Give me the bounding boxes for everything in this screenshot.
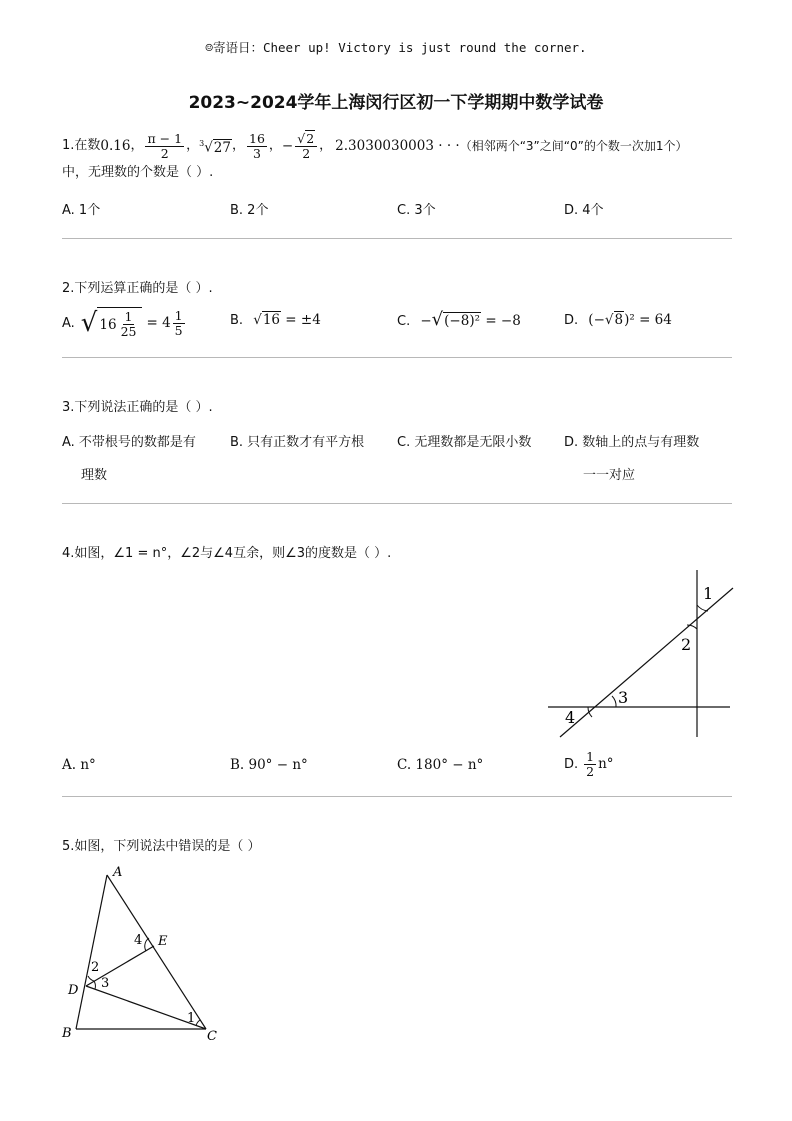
question-4-stem: 4.如图，∠1 = n°，∠2与∠4互余，则∠3的度数是（ ）. — [62, 546, 392, 561]
divider — [62, 503, 732, 504]
q1-fraction-1: $\frac{\pi - 1}{2}$ — [147, 130, 183, 161]
angle-2-label: 2 — [681, 635, 692, 654]
question-2-stem: 2.下列运算正确的是（ ）. — [62, 281, 213, 296]
question-1-line-1: 1.在数 0.16 ， $\frac{\pi - 1}{2}$ ， $^3$√27 ， $\frac{16}{3}$ ， − $\frac{√2}{2}$ ， 2.3030030003 · · · （相邻两个“3”之间“0”的个数一次加1个） — [62, 130, 688, 161]
angle-3-arc — [94, 981, 95, 989]
q4-figure — [540, 565, 740, 745]
q4-option-b[interactable]: B. 90° − n° — [230, 757, 308, 773]
q1-option-c[interactable]: C. 3个 — [397, 203, 436, 218]
q2-option-b[interactable]: B. √16 = ±4 — [230, 312, 321, 328]
vertex-a-label: A — [113, 865, 123, 880]
side-ab — [76, 875, 110, 1029]
divider — [62, 238, 732, 239]
q1-option-d[interactable]: D. 4个 — [564, 203, 604, 218]
q1-number-1: 0.16 — [100, 138, 131, 154]
angle-2-label: 2 — [91, 960, 100, 975]
q1-option-a[interactable]: A. 1个 — [62, 203, 101, 218]
angle-1-arc — [697, 605, 708, 611]
q3-option-a[interactable]: A. 不带根号的数都是有 理数 — [62, 435, 196, 483]
angle-3-arc — [612, 696, 616, 707]
vertex-d-label: D — [68, 983, 79, 998]
angle-1-label: 1 — [187, 1011, 196, 1026]
q1-fraction-3: $\frac{√2}{2}$ — [295, 132, 317, 161]
angle-4-label: 4 — [565, 708, 576, 727]
exam-title: 2023~2024学年上海闵行区初一下学期期中数学试卷 — [188, 93, 604, 113]
q1-cube-root: $^3$√27 — [199, 139, 231, 156]
vertex-c-label: C — [207, 1029, 217, 1044]
transversal-line — [560, 588, 733, 737]
q1-fraction-2: $\frac{16}{3}$ — [249, 130, 265, 161]
q1-minus-sign: − — [281, 138, 294, 154]
angle-3-label: 3 — [101, 976, 110, 991]
vertex-e-label: E — [158, 934, 168, 949]
angle-2-arc — [88, 976, 94, 981]
q1-option-b[interactable]: B. 2个 — [230, 203, 269, 218]
divider — [62, 357, 732, 358]
question-3-stem: 3.下列说法正确的是（ ）. — [62, 400, 213, 415]
question-1-line-2: 中，无理数的个数是（ ）. — [62, 165, 214, 180]
q2-option-d[interactable]: D. (−√8)² = 64 — [564, 312, 672, 328]
q2-option-a[interactable]: A. √ 16 $\frac{1}{25}$ = 4 $\frac{1}{5}$ — [62, 304, 187, 342]
vertex-b-label: B — [62, 1026, 72, 1041]
motto-line: ☺寄语日：Cheer up! Victory is just round the corner. — [205, 40, 587, 55]
q1-number-2: 2.3030030003 · · · — [335, 138, 460, 154]
q4-option-d[interactable]: D. $\frac{1}{2}$ n° — [564, 748, 614, 779]
q1-prefix: 1.在数 — [62, 138, 101, 153]
q1-note: （相邻两个“3”之间“0”的个数一次加1个） — [459, 139, 688, 153]
q3-option-b[interactable]: B. 只有正数才有平方根 — [230, 435, 365, 450]
q3-option-d[interactable]: D. 数轴上的点与有理数 一一对应 — [564, 435, 700, 483]
q4-option-c[interactable]: C. 180° − n° — [397, 757, 484, 773]
angle-1-arc — [196, 1020, 200, 1026]
side-ac — [107, 875, 206, 1029]
angle-1-label: 1 — [703, 584, 714, 603]
angle-4-label: 4 — [134, 933, 143, 948]
q2-a-radical: √ 16 $\frac{1}{25}$ = 4 $\frac{1}{5}$ — [80, 307, 183, 339]
q5-figure — [55, 860, 235, 1045]
angle-3-label: 3 — [618, 688, 629, 707]
question-5-stem: 5.如图，下列说法中错误的是（ ） — [62, 839, 261, 854]
divider — [62, 796, 732, 797]
q4-option-a[interactable]: A. n° — [62, 757, 96, 773]
q2-option-c[interactable]: C. −√(−8)² = −8 — [397, 309, 521, 330]
q3-option-c[interactable]: C. 无理数都是无限小数 — [397, 435, 532, 450]
angle-4-arc — [588, 707, 592, 717]
